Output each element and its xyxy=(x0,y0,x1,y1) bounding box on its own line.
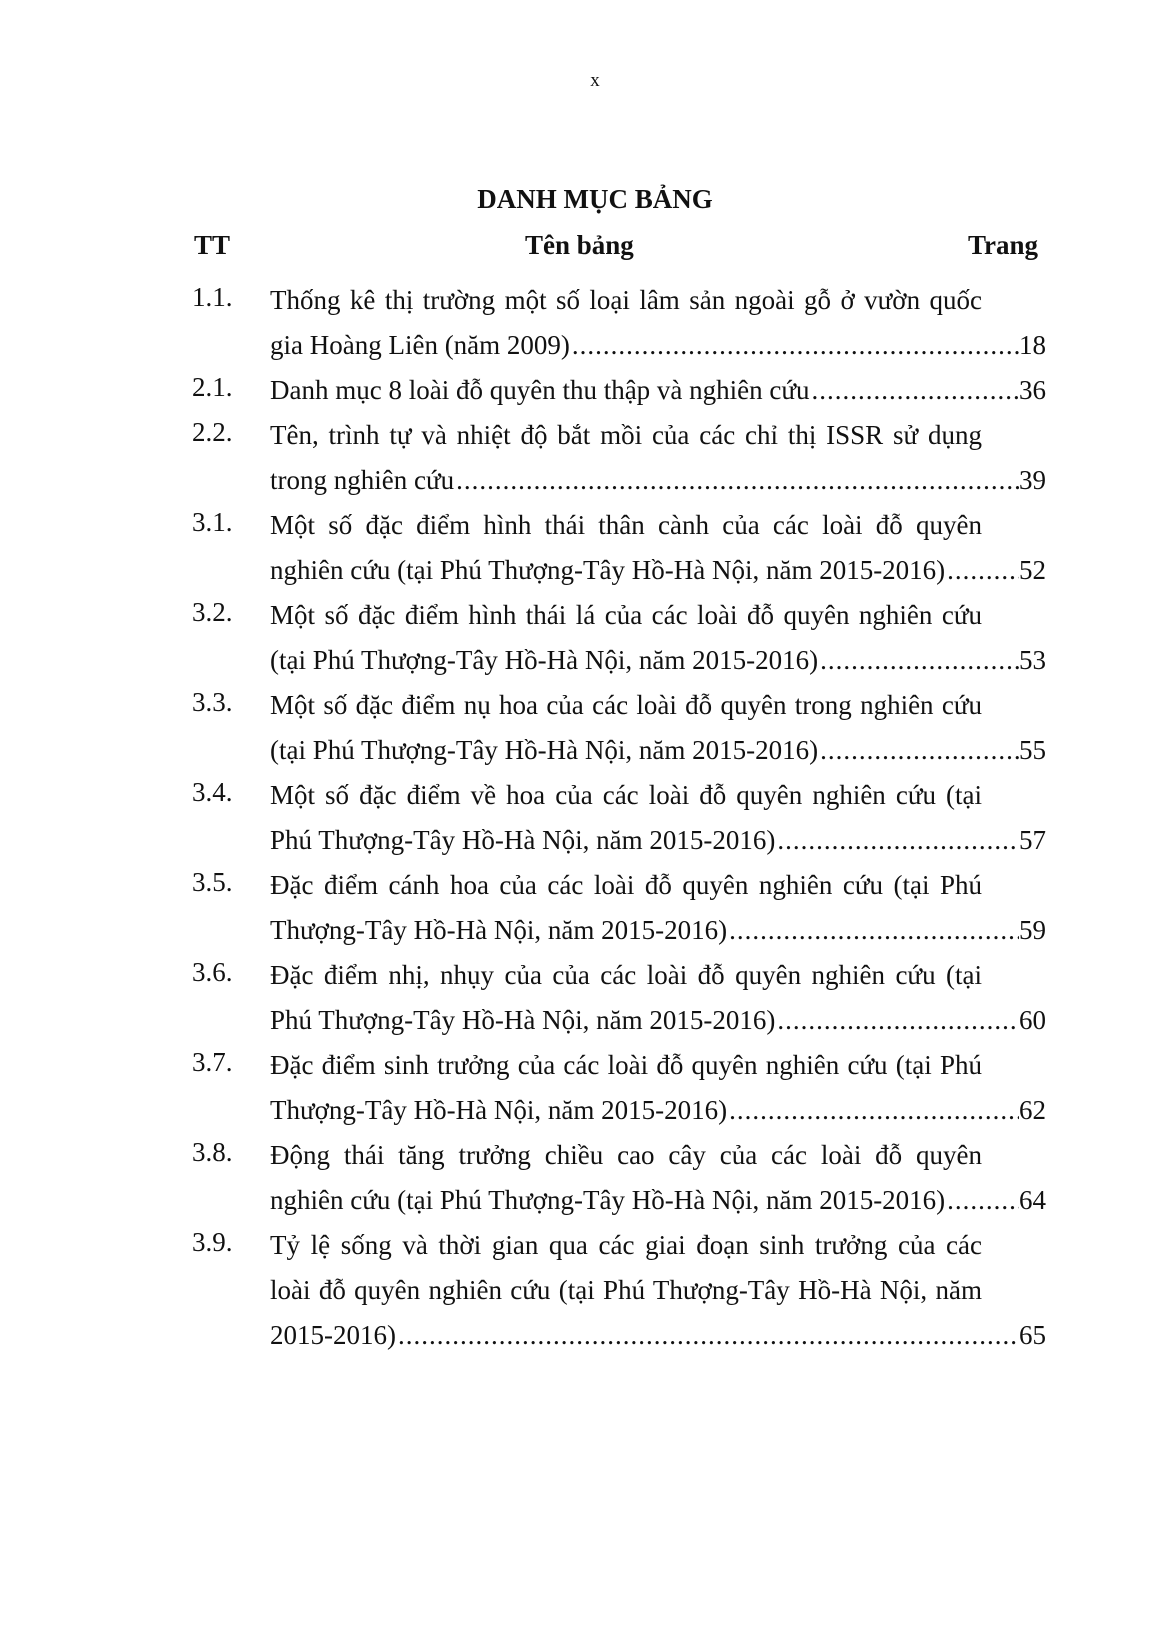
entry-title-text: Thượng-Tây Hồ-Hà Nội, năm 2015-2016) xyxy=(270,915,728,945)
entry-number: 3.6. xyxy=(192,957,233,987)
entry-title xyxy=(270,417,1046,507)
dot-leader xyxy=(818,732,1019,768)
entry-title-line: Một số đặc điểm hình thái lá của các loài đỗ quyên nghiên cứu xyxy=(270,600,982,630)
entry-page-number: 64 xyxy=(1019,1185,1046,1215)
entry-title-text: gia Hoàng Liên (năm 2009) xyxy=(270,330,570,360)
entry-title-line: loài đỗ quyên nghiên cứu (tại Phú Thượng-Tây Hồ-Hà Nội, năm xyxy=(270,1275,982,1305)
entry-title-line: Đặc điểm nhị, nhụy của của các loài đỗ quyên nghiên cứu (tại xyxy=(270,960,982,990)
entry-title-line: Đặc điểm cánh hoa của các loài đỗ quyên nghiên cứu (tại Phú xyxy=(270,870,982,900)
header-table-name: Tên bảng xyxy=(525,230,634,260)
entry-title xyxy=(270,372,1046,417)
entry-title-last-line xyxy=(270,822,1046,867)
entry-number: 3.2. xyxy=(192,597,233,627)
dot-leader xyxy=(454,462,1019,498)
entry-page-number: 62 xyxy=(1019,1095,1046,1125)
entry-page-number: 65 xyxy=(1019,1320,1046,1350)
entry-title-last-line xyxy=(270,1002,1046,1047)
entry-title-text: Thượng-Tây Hồ-Hà Nội, năm 2015-2016) xyxy=(270,1095,728,1125)
entry-number: 3.3. xyxy=(192,687,233,717)
entry-title xyxy=(270,687,1046,777)
entry-title xyxy=(270,867,1046,957)
entry-title-line: Tên, trình tự và nhiệt độ bắt mồi của các chỉ thị ISSR sử dụng xyxy=(270,420,982,450)
entry-title-last-line xyxy=(270,462,1046,507)
entry-title xyxy=(270,507,1046,597)
entry-number: 3.7. xyxy=(192,1047,233,1077)
dot-leader xyxy=(810,372,1019,408)
entry-title-text: nghiên cứu (tại Phú Thượng-Tây Hồ-Hà Nội, năm 2015-2016) xyxy=(270,555,946,585)
entry-page-number: 18 xyxy=(1019,330,1046,360)
entry-number: 3.5. xyxy=(192,867,233,897)
entry-title xyxy=(270,1137,1046,1227)
entry-title-line: Một số đặc điểm hình thái thân cành của các loài đỗ quyên xyxy=(270,510,982,540)
entry-title-text: nghiên cứu (tại Phú Thượng-Tây Hồ-Hà Nội, năm 2015-2016) xyxy=(270,1185,946,1215)
dot-leader xyxy=(945,1182,1019,1218)
entry-number: 2.2. xyxy=(192,417,233,447)
entry-title-text: (tại Phú Thượng-Tây Hồ-Hà Nội, năm 2015-2016) xyxy=(270,735,819,765)
entry-number: 3.4. xyxy=(192,777,233,807)
entry-title-last-line xyxy=(270,732,1046,777)
entry-title-last-line xyxy=(270,912,1046,957)
table-header xyxy=(0,230,1158,266)
entry-title-last-line xyxy=(270,1092,1046,1137)
entry-title-text: (tại Phú Thượng-Tây Hồ-Hà Nội, năm 2015-2016) xyxy=(270,645,819,675)
dot-leader xyxy=(727,912,1019,948)
entry-title-line: Thống kê thị trường một số loại lâm sản ngoài gỗ ở vườn quốc xyxy=(270,285,982,315)
page-number: x xyxy=(590,70,600,91)
entry-title-text: Danh mục 8 loài đỗ quyên thu thập và nghiên cứu xyxy=(270,375,810,405)
entry-title-last-line xyxy=(270,1317,1046,1362)
dot-leader xyxy=(396,1317,1019,1353)
entry-number: 1.1. xyxy=(192,282,233,312)
dot-leader xyxy=(775,1002,1019,1038)
entry-title xyxy=(270,597,1046,687)
entry-title-last-line xyxy=(270,327,1046,372)
entry-title-last-line xyxy=(270,552,1046,597)
entry-number: 3.8. xyxy=(192,1137,233,1167)
entry-title-line: Một số đặc điểm nụ hoa của các loài đỗ quyên trong nghiên cứu xyxy=(270,690,982,720)
entry-title-text: 2015-2016) xyxy=(270,1320,396,1350)
entry-title-line: Một số đặc điểm về hoa của các loài đỗ quyên nghiên cứu (tại xyxy=(270,780,982,810)
entry-title-text: Phú Thượng-Tây Hồ-Hà Nội, năm 2015-2016) xyxy=(270,825,776,855)
entry-title xyxy=(270,282,1046,372)
entry-title-last-line xyxy=(270,1182,1046,1227)
entry-title-line: Động thái tăng trưởng chiều cao cây của các loài đỗ quyên xyxy=(270,1140,982,1170)
entry-page-number: 36 xyxy=(1019,375,1046,405)
dot-leader xyxy=(945,552,1019,588)
entry-page-number: 52 xyxy=(1019,555,1046,585)
entry-number: 2.1. xyxy=(192,372,233,402)
entry-title-last-line xyxy=(270,642,1046,687)
header-page: Trang xyxy=(968,230,1039,260)
entry-title-line: Tỷ lệ sống và thời gian qua các giai đoạn sinh trưởng của các xyxy=(270,1230,982,1260)
entry-title xyxy=(270,957,1046,1047)
entry-title-line: Đặc điểm sinh trưởng của các loài đỗ quyên nghiên cứu (tại Phú xyxy=(270,1050,982,1080)
dot-leader xyxy=(775,822,1019,858)
entry-number: 3.9. xyxy=(192,1227,233,1257)
dot-leader xyxy=(818,642,1019,678)
entry-title xyxy=(270,1047,1046,1137)
entry-title-text: Phú Thượng-Tây Hồ-Hà Nội, năm 2015-2016) xyxy=(270,1005,776,1035)
entry-page-number: 59 xyxy=(1019,915,1046,945)
dot-leader xyxy=(570,327,1019,363)
entry-page-number: 60 xyxy=(1019,1005,1046,1035)
header-tt: TT xyxy=(194,230,231,260)
entry-title xyxy=(270,777,1046,867)
page-title: DANH MỤC BẢNG xyxy=(477,184,713,214)
entry-page-number: 39 xyxy=(1019,465,1046,495)
entry-title-text: trong nghiên cứu xyxy=(270,465,455,495)
dot-leader xyxy=(727,1092,1019,1128)
entry-page-number: 53 xyxy=(1019,645,1046,675)
entry-title xyxy=(270,1227,1046,1362)
entry-page-number: 57 xyxy=(1019,825,1046,855)
entry-number: 3.1. xyxy=(192,507,233,537)
entry-title-last-line xyxy=(270,372,1046,417)
entry-page-number: 55 xyxy=(1019,735,1046,765)
